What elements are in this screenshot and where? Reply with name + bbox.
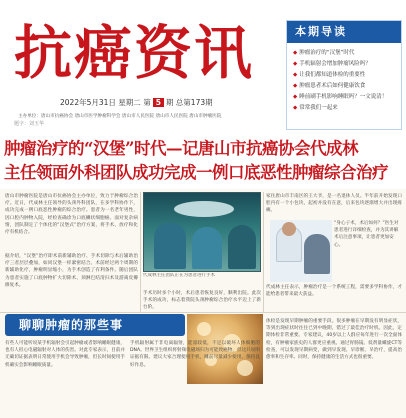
bullet-icon: ◆ <box>293 94 298 100</box>
issue-weekday: 星期二 <box>118 98 141 107</box>
article-column-6: 体检是发现早期肿瘤的重要手段。很多肿瘤在早期没有明显症状，等到出现症状时往往已到中晚期，错过了最佳治疗时机。因此，定期体检非常重要。专家建议，40岁以上人群应每年进行一次全面体检，有肿瘤家族史的人群更应重视。通过胃肠镜、低剂量螺旋CT等检查，可以发现早期病变，做到早发现、早诊断、早治疗，提高治愈率和生存率。同时，保持健康的生活方式也很重要。 <box>266 319 402 361</box>
surgeon-figure <box>192 227 222 269</box>
section-divider <box>0 312 406 313</box>
bullet-icon: ◆ <box>293 105 298 111</box>
toc-item-label: 常常我们一起来 <box>299 105 338 111</box>
column-divider <box>140 192 141 312</box>
masthead <box>0 0 406 133</box>
doctor-patient-photo <box>270 220 332 282</box>
dateline <box>60 97 280 111</box>
calligraphy-credit: 题字：刘玉华 <box>14 121 45 127</box>
toc-item[interactable] <box>293 81 397 92</box>
issue-date: 2022年5月31日 <box>60 98 116 107</box>
lead-headline <box>0 133 406 189</box>
headline-line-1: 肿瘤治疗的“汉堡”时代—记唐山市抗癌协会代成林 <box>4 139 358 158</box>
column-divider <box>263 192 264 312</box>
toc-item-label: 肿瘤治疗的“汉堡”时代 <box>299 50 355 56</box>
issue-number-badge: 5 <box>153 98 164 107</box>
toc-item-label: 肿瘤患者术后如何健康饮食 <box>299 83 366 89</box>
toc-item[interactable] <box>293 103 397 114</box>
section-title: 聊聊肿瘤的那些事 <box>19 318 124 332</box>
surgeon-figure <box>228 225 256 269</box>
surgery-photo <box>143 192 261 272</box>
toc-item[interactable] <box>293 92 397 103</box>
issue-total: 总第173期 <box>175 98 213 107</box>
article-column-1b: 据介绍，“汉堡”治疗即术前新辅助治疗、手术切除与术后辅助治疗三者层层叠加，如同汉堡一样紧密结合。术前经过两个周期的新辅助化疗，肿瘤明显缩小，为手术创造了有利条件。随后团队为患者实施了口底肿物扩大切除术、颈淋巴结清扫术及游离皮瓣修复术。 <box>5 254 138 288</box>
photo2-caption: “身心子术，术后如何？”医生对患者进行详细检查，并为其讲解术后注意事项，让患者更加安心。 <box>334 221 399 248</box>
toc-item[interactable] <box>293 59 397 70</box>
doctor-head <box>282 222 296 236</box>
toc-list <box>287 43 401 114</box>
article-column-3b: 代成林主任表示，肿瘤治疗是一个系统工程，需要多学科协作，才能给患者带来最大获益。 <box>266 285 402 298</box>
section-banner <box>5 314 185 336</box>
headline-line-2: 主任领面外科团队成功完成一例口底恶性肿瘤综合治疗 <box>4 163 388 182</box>
toc-item-label: 让我们都知道体检的重要性 <box>299 72 366 78</box>
article-column-1: 唐山市肿瘤医院是唐山市抗癌协会主办单位，致力于肿瘤综合治疗。近日，代成林主任领导的头颈外科团队，在多学科协作下，成功完成一例口底恶性肿瘤的综合治疗。患者为一名老年男性，因口腔内肿物入院，经检查确诊为口底鳞状细胞癌。面对复杂病情，团队制定了个体化的“汉堡式”治疗方案，将手术、放疗和化疗有机结合。 <box>5 194 138 236</box>
patient-figure <box>304 234 330 274</box>
toc-title: 本期导读 <box>287 21 401 43</box>
bullet-icon: ◆ <box>293 72 298 78</box>
newspaper-logo: 抗癌资讯 <box>14 19 255 87</box>
surgeon-figure <box>154 223 186 269</box>
issue-suffix: 期 <box>165 98 174 107</box>
toc-item-label: 睡前刷手机影响睡眠吗？一文说清！ <box>299 94 388 100</box>
toc-item[interactable] <box>293 48 397 59</box>
article-column-5: 手机辐射属于非电离辐射，能量较低，不足以破坏人体细胞的DNA。世界卫生组织将射频电磁场归为可能致癌物，但这只说明证据有限。建议大家合理使用手机，睡前尽量减少使用，保持良好作息。 <box>130 341 260 368</box>
toc-item[interactable] <box>293 70 397 81</box>
issue-prefix: 第 <box>143 98 151 107</box>
surgical-lamp-shape <box>174 201 234 217</box>
article-column-2: 手术历时多个小时，术后患者恢复良好，顺利出院。此次手术的成功，标志着我院头颈肿瘤综合治疗水平迈上了新台阶。 <box>143 291 261 310</box>
bullet-icon: ◆ <box>293 61 298 67</box>
article-column-3: 家住唐山市丰南区的王大爷，是一名退休人员。半年前开始发现口腔内有一个小包块，起初并没有在意，后来包块逐渐增大并出现疼痛。 <box>266 194 402 214</box>
table-of-contents <box>286 20 402 130</box>
publisher-info: 主办单位：唐山市抗癌协会 唐山市医学肿瘤科学会 唐山市人民医院 唐山市人民医院 唐山市肿瘤医院 <box>18 114 222 119</box>
toc-item-label: 手机辐射会增加肿瘤风险吗？ <box>299 61 371 67</box>
cell-shape <box>197 322 211 336</box>
article-column-4: 有些人可能听说某手机辐射会引起肿瘤或者影响睡眠健康，也有人担心电磁辐射对人体的伤害。对此专家表示，目前并无确切证据表明日常使用手机会导致肿瘤，但长时间使用手机确实会影响睡眠质量。 <box>5 341 125 368</box>
bullet-icon: ◆ <box>293 50 298 56</box>
bullet-icon: ◆ <box>293 83 298 89</box>
photo-caption: 代成林主任团队正在为患者进行手术 <box>143 273 215 278</box>
